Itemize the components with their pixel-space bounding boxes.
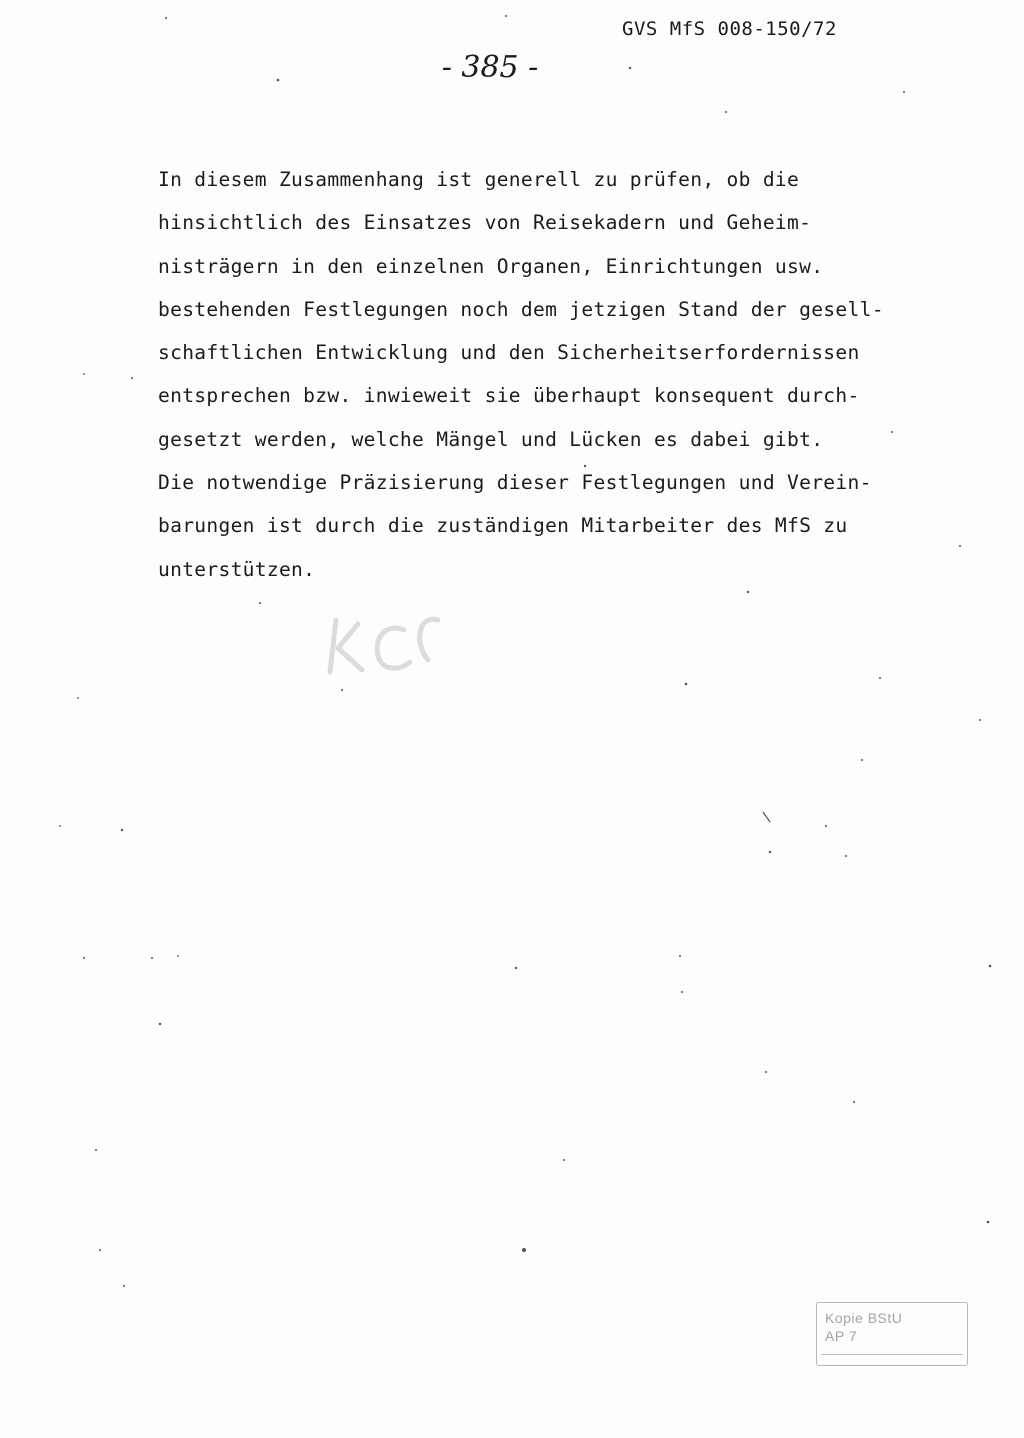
- text-line: hinsichtlich des Einsatzes von Reisekadern und Geheim-: [158, 211, 812, 235]
- faint-watermark-mark: [318, 600, 458, 680]
- document-reference: GVS MfS 008-150/72: [622, 18, 837, 40]
- stamp-line2: AP 7: [825, 1328, 858, 1344]
- stamp-rule: [821, 1354, 963, 1355]
- page-number: - 385 -: [441, 50, 539, 85]
- stamp-line1: Kopie BStU: [825, 1310, 903, 1326]
- text-line: unterstützen.: [158, 557, 316, 581]
- text-line: bestehenden Festlegungen noch dem jetzigen Stand der gesell-: [158, 297, 884, 321]
- archive-stamp: [816, 1302, 968, 1366]
- text-line: entsprechen bzw. inwieweit sie überhaupt konsequent durch-: [158, 384, 860, 408]
- text-line: nisträgern in den einzelnen Organen, Einrichtungen usw.: [158, 254, 824, 278]
- text-line: barungen ist durch die zuständigen Mitarbeiter des MfS zu: [158, 514, 848, 538]
- text-line: schaftlichen Entwicklung und den Sicherheitserfordernissen: [158, 341, 860, 365]
- body-paragraph: [158, 158, 948, 591]
- text-line: In diesem Zusammenhang ist generell zu prüfen, ob die: [158, 168, 800, 191]
- text-line: gesetzt werden, welche Mängel und Lücken es dabei gibt.: [158, 427, 824, 451]
- text-line: Die notwendige Präzisierung dieser Festlegungen und Verein-: [158, 471, 872, 495]
